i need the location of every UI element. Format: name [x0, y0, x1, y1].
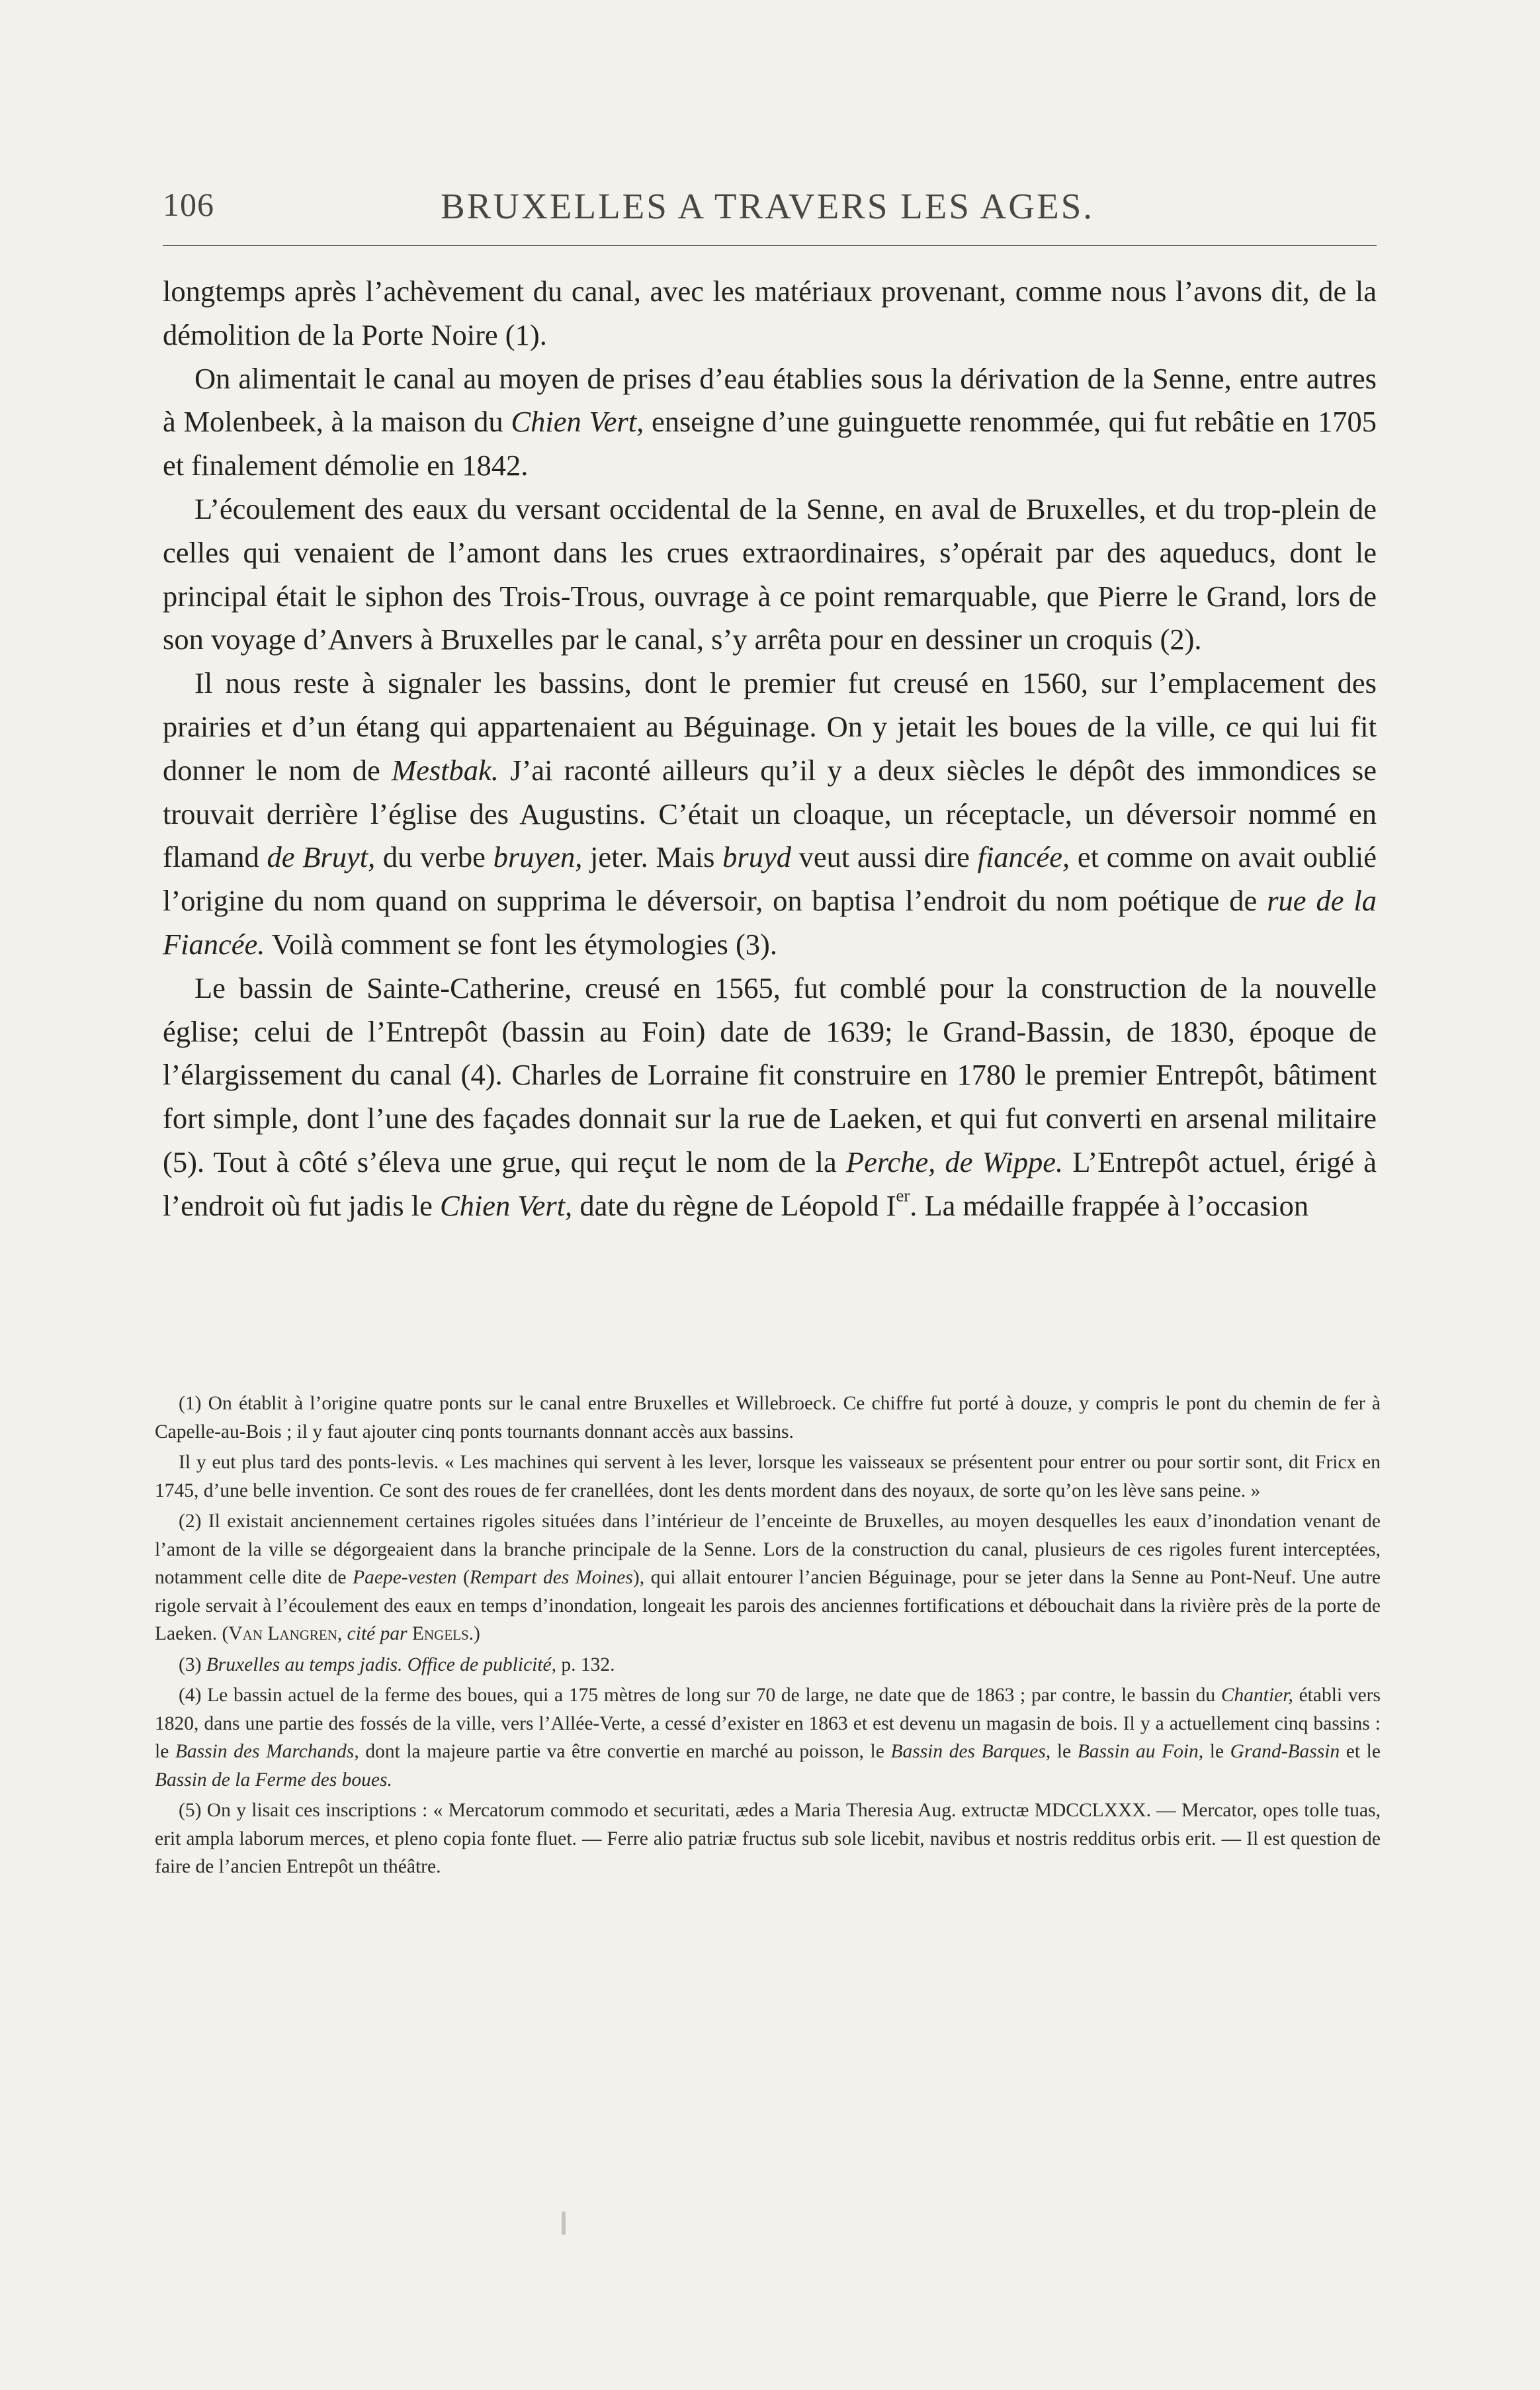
- author-name: Engels.: [411, 1623, 474, 1644]
- footnote-1-continued-text: Il y eut plus tard des ponts-levis. « Les machines qui servent à les lever, lorsque les vaisseaux se présentent pour entrer ou pour sortir sont, dit Fricx en 1745, d’une belle invention. Ce sont des roues de fer cranellées, dont les dents mordent dans des noyaux, de sorte qu’on les lève sans peine. »: [155, 1452, 1381, 1501]
- text-run: ), qui allait entourer l’ancien Béguinage, pour se jeter dans la Senne au Pont-Neuf. Une autre rigole servait à l’écoulement des eaux en temps d’inondation, longeait les parois des anciennes fortifications et débouchait dans la rivière près de la porte de Laeken. (: [155, 1567, 1381, 1644]
- text-run: date du règne de Léopold I: [572, 1188, 896, 1222]
- paragraph-1: [163, 270, 1377, 357]
- author-name: Van Langren,: [228, 1623, 343, 1644]
- text-run: (3): [179, 1654, 206, 1675]
- text-run: établi vers 1820, dans une partie des fossés de la ville, vers l’Allée-Verte, a cessé d’exister en 1863 et est devenu un magasin de bois. Il y a actuellement cinq bassins : le: [155, 1685, 1381, 1762]
- header-rule: [163, 245, 1377, 246]
- text-run: et comme on avait oublié l’origine du nom quand on supprima le déversoir, on baptisa l’endroit du nom poétique de: [163, 840, 1377, 918]
- text-run: Il nous reste à signaler les bassins, dont le premier fut creusé en 1560, sur l’emplacement des prairies et d’un étang qui appartenaient au Béguinage. On y jetait les boues de la ville, ce qui lui fit donner le nom de: [163, 666, 1377, 787]
- footnote-5-text: (5) On y lisait ces inscriptions : « Mercatorum commodo et securitati, ædes a Maria Theresia Aug. extructæ MDCCLXXX. — Mercator, opes tolle tuas, erit ampla laborum merces, et pleno copia fonte fluet. — Ferre alio patriæ fructus sub sole licebit, navibus et nostris redditus orbis erit. — Il est question de faire de l’ancien Entrepôt un théâtre.: [155, 1800, 1381, 1877]
- text-run: On alimentait le canal au moyen de prises d’eau établies sous la dérivation de la Senne, entre autres à Molenbeek, à la maison du: [163, 361, 1377, 439]
- footnote-1-continued: [155, 1448, 1381, 1505]
- main-text: [163, 270, 1377, 1228]
- italic-run: Mestbak.: [392, 753, 499, 787]
- footnote-3: [155, 1651, 1381, 1679]
- footnote-4: [155, 1681, 1381, 1794]
- text-run: le: [1050, 1741, 1078, 1762]
- page-header: [163, 179, 1377, 234]
- text-run: ): [474, 1623, 480, 1644]
- text-run: dont la majeure partie va être convertie en marché au poisson, le: [359, 1741, 891, 1762]
- text-run: le: [1203, 1741, 1230, 1762]
- paragraph-5: [163, 967, 1377, 1228]
- text-run: (4) Le bassin actuel de la ferme des boues, qui a 175 mètres de long sur 70 de large, ne date que de 1863 ; par contre, le bassin du: [179, 1685, 1221, 1706]
- paragraph-4: [163, 662, 1377, 967]
- text-run: p. 132.: [556, 1654, 615, 1675]
- paragraph-3: [163, 488, 1377, 662]
- italic-run: bruyen,: [493, 840, 583, 874]
- italic-run: Chien Vert,: [439, 1188, 573, 1222]
- italic-run: de Bruyt,: [267, 840, 376, 874]
- italic-run: Bruxelles au temps jadis. Office de publicité,: [206, 1654, 557, 1675]
- footnote-5: [155, 1796, 1381, 1881]
- italic-run: Perche, de Wippe.: [845, 1145, 1064, 1178]
- text-run: (: [456, 1567, 470, 1588]
- text-run: (2) Il existait anciennement certaines rigoles situées dans l’intérieur de l’enceinte de Bruxelles, au moyen desquelles les eaux d’inondation venant de l’amont de la ville se dégorgeaient dans la branche principale de la Senne. Lors de la construction du canal, plusieurs de ces rigoles furent interceptées, notamment celle dite de: [155, 1511, 1381, 1588]
- paper-blemish: [562, 2211, 566, 2235]
- text-run: enseigne d’une guinguette renommée, qui fut rebâtie en 1705 et finalement démolie en 1842.: [163, 405, 1377, 482]
- running-title: BRUXELLES A TRAVERS LES AGES.: [441, 186, 1095, 226]
- text-run: L’Entrepôt actuel, érigé à l’endroit où fut jadis le: [163, 1145, 1377, 1222]
- italic-run: fiancée,: [977, 840, 1070, 874]
- italic-run: Bassin de la Ferme des boues.: [155, 1769, 392, 1791]
- text-run: Le bassin de Sainte-Catherine, creusé en 1565, fut comblé pour la construction de la nouvelle église; celui de l’Entrepôt (bassin au Foin) date de 1639; le Grand-Bassin, de 1830, époque de l’élargissement du canal (4). Charles de Lorraine fit construire en 1780 le premier Entrepôt, bâtiment fort simple, dont l’une des façades donnait sur la rue de Laeken, et qui fut converti en arsenal militaire (5). Tout à côté s’éleva une grue, qui reçut le nom de la: [163, 971, 1377, 1178]
- page-number: 106: [163, 186, 214, 223]
- italic-run: Chien Vert,: [511, 405, 644, 439]
- footnote-1-text: (1) On établit à l’origine quatre ponts sur le canal entre Bruxelles et Willebroeck. Ce chiffre fut porté à douze, y compris le pont du chemin de fer à Capelle-au-Bois ; il y faut ajouter cinq ponts tournants donnant accès aux bassins.: [155, 1393, 1381, 1442]
- text-run: veut aussi dire: [791, 840, 978, 874]
- superscript: er: [896, 1185, 910, 1206]
- italic-run: Bassin des Marchands,: [175, 1741, 359, 1762]
- paragraph-2: [163, 357, 1377, 488]
- italic-run: bruyd: [722, 840, 791, 874]
- text-run: et le: [1340, 1741, 1381, 1762]
- text-run: jeter. Mais: [582, 840, 723, 874]
- footnote-1: [155, 1390, 1381, 1446]
- text-run: Voilà comment se font les étymologies (3).: [265, 927, 777, 961]
- footnotes: [155, 1390, 1381, 1881]
- italic-run: Bassin au Foin,: [1077, 1741, 1204, 1762]
- text-run: . La médaille frappée à l’occasion: [910, 1188, 1309, 1222]
- italic-run: Paepe-vesten: [353, 1567, 457, 1588]
- italic-run: Rempart des Moines: [469, 1567, 633, 1588]
- text-run: J’ai raconté ailleurs qu’il y a deux siècles le dépôt des immondices se trouvait derrière l’église des Augustins. C’était un cloaque, un réceptacle, un déversoir nommé en flamand: [163, 753, 1377, 874]
- italic-run: cité par: [347, 1623, 407, 1644]
- text-run: du verbe: [375, 840, 493, 874]
- italic-run: Bassin des Barques,: [890, 1741, 1051, 1762]
- paragraph-3-text: L’écoulement des eaux du versant occidental de la Senne, en aval de Bruxelles, et du trop-plein de celles qui venaient de l’amont dans les crues extraordinaires, s’opérait par des aqueducs, dont le principal était le siphon des Trois-Trous, ouvrage à ce point remarquable, que Pierre le Grand, lors de son voyage d’Anvers à Bruxelles par le canal, s’y arrêta pour en dessiner un croquis (2).: [163, 492, 1377, 656]
- italic-run: Chantier,: [1220, 1685, 1293, 1706]
- italic-run: rue de la Fiancée.: [163, 884, 1377, 961]
- footnote-2: [155, 1507, 1381, 1648]
- paragraph-1-text: longtemps après l’achèvement du canal, avec les matériaux provenant, comme nous l’avons dit, de la démolition de la Porte Noire (1).: [163, 275, 1377, 351]
- italic-run: Grand-Bassin: [1230, 1741, 1340, 1762]
